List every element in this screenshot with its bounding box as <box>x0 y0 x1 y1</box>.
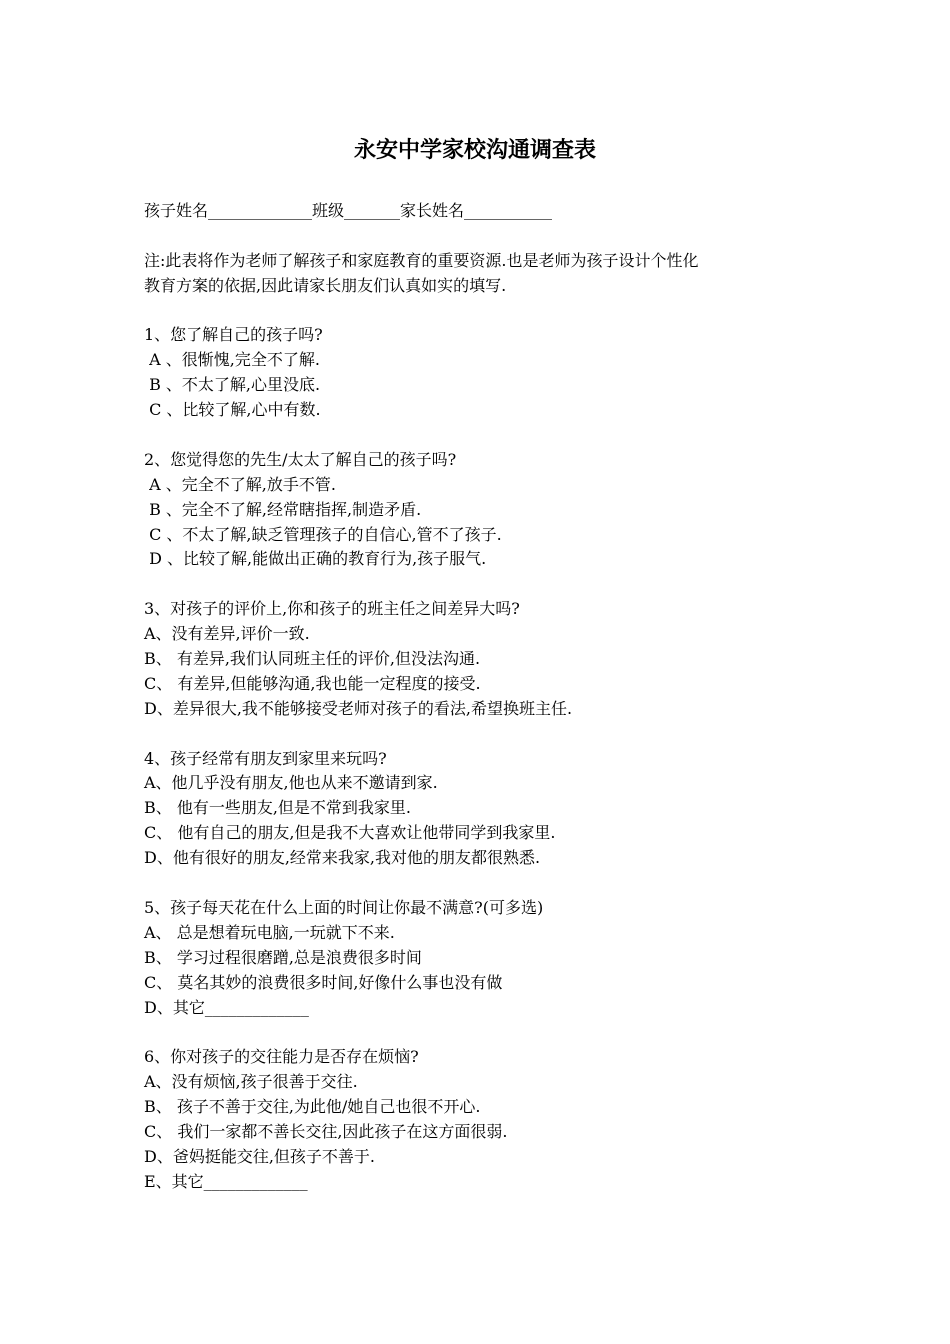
spacer <box>144 722 824 747</box>
question-block-3 <box>144 597 824 721</box>
question-text: 6、你对孩子的交往能力是否存在烦恼? <box>144 1047 419 1067</box>
option-a: A、他几乎没有朋友,他也从来不邀请到家. <box>144 773 438 793</box>
question-block-4 <box>144 747 824 871</box>
option-a: A、 总是想着玩电脑,一玩就下不来. <box>144 922 395 942</box>
spacer <box>144 1020 824 1045</box>
spacer <box>144 871 824 896</box>
option-a: A、没有烦恼,孩子很善于交往. <box>144 1072 358 1092</box>
question-block-1 <box>144 323 824 423</box>
option-c: C、 有差异,但能够沟通,我也能一定程度的接受. <box>144 673 481 693</box>
note-line-1: 注:此表将作为老师了解孩子和家庭教育的重要资源.也是老师为孩子设计个性化 <box>144 250 699 270</box>
document-body <box>144 199 824 1195</box>
option-b: B、 有差异,我们认同班主任的评价,但没法沟通. <box>144 649 481 669</box>
info-fields-line: 孩子姓名_____________班级_______家长姓名___________ <box>144 201 553 220</box>
option-a: A、没有差异,评价一致. <box>144 624 310 644</box>
note-line-2: 教育方案的依据,因此请家长朋友们认真如实的填写. <box>144 275 507 295</box>
option-a: A 、很惭愧,完全不了解. <box>144 350 320 370</box>
question-text: 3、对孩子的评价上,你和孩子的班主任之间差异大吗? <box>144 599 520 619</box>
spacer <box>144 299 824 324</box>
question-text: 5、孩子每天花在什么上面的时间让你最不满意?(可多选) <box>144 897 544 917</box>
question-block-2 <box>144 448 824 572</box>
option-c: C、 我们一家都不善长交往,因此孩子在这方面很弱. <box>144 1121 508 1141</box>
option-e: E、其它_____________ <box>144 1171 308 1191</box>
spacer <box>144 423 824 448</box>
option-b: B、 学习过程很磨蹭,总是浪费很多时间 <box>144 947 422 967</box>
option-b: B、 孩子不善于交往,为此他/她自己也很不开心. <box>144 1097 481 1117</box>
question-text: 2、您觉得您的先生/太太了解自己的孩子吗? <box>144 449 457 469</box>
option-d: D、他有很好的朋友,经常来我家,我对他的朋友都很熟悉. <box>144 848 541 868</box>
option-b: B 、完全不了解,经常瞎指挥,制造矛盾. <box>144 499 422 519</box>
document-title: 永安中学家校沟通调查表 <box>353 137 596 163</box>
spacer <box>144 224 824 249</box>
option-d: D、其它_____________ <box>144 997 309 1017</box>
spacer <box>144 572 824 597</box>
option-c: C、 他有自己的朋友,但是我不大喜欢让他带同学到我家里. <box>144 823 556 843</box>
option-d: D、差异很大,我不能够接受老师对孩子的看法,希望换班主任. <box>144 698 573 718</box>
option-a: A 、完全不了解,放手不管. <box>144 474 336 494</box>
question-block-6 <box>144 1045 824 1194</box>
option-c: C 、不太了解,缺乏管理孩子的自信心,管不了孩子. <box>144 524 502 544</box>
option-b: B 、不太了解,心里没底. <box>144 375 321 395</box>
question-text: 4、孩子经常有朋友到家里来玩吗? <box>144 748 387 768</box>
option-b: B、 他有一些朋友,但是不常到我家里. <box>144 798 412 818</box>
question-block-5 <box>144 896 824 1020</box>
option-c: C、 莫名其妙的浪费很多时间,好像什么事也没有做 <box>144 972 503 992</box>
option-c: C 、比较了解,心中有数. <box>144 400 321 420</box>
option-d: D、爸妈挺能交往,但孩子不善于. <box>144 1146 376 1166</box>
option-d: D 、比较了解,能做出正确的教育行为,孩子服气. <box>144 549 487 569</box>
question-text: 1、您了解自己的孩子吗? <box>144 325 323 345</box>
